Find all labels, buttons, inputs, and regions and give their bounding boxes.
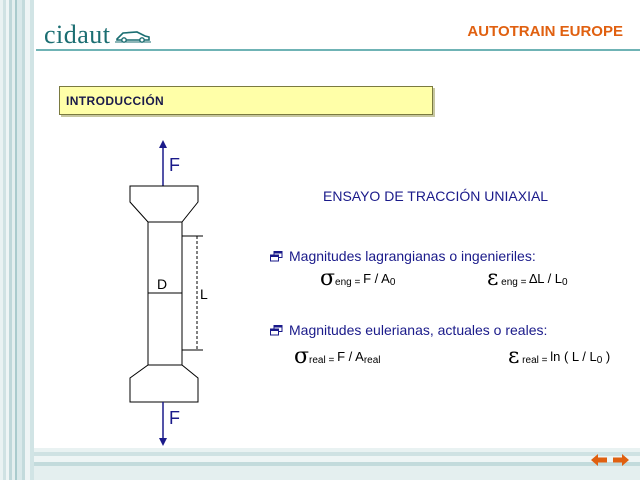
back-button[interactable] [590, 452, 608, 468]
header-divider [36, 49, 640, 51]
window-bullet-icon [270, 325, 283, 336]
force-arrowhead-top [159, 140, 167, 148]
forward-button[interactable] [612, 452, 630, 468]
header-title: AUTOTRAIN EUROPE [467, 23, 623, 40]
formula-stress-real: $\sigma_{real =}$ F / $A_{real}$ [294, 344, 381, 369]
left-decorative-stripes [0, 0, 34, 480]
arrow-right-icon [612, 453, 630, 467]
section-label: INTRODUCCIÓN [66, 94, 165, 108]
force-label-bottom: F [169, 408, 180, 428]
bullet-lagrangian-text: Magnitudes lagrangianas o ingenieriles: [289, 248, 536, 264]
formula-stress-eng: $\sigma_{eng =}$ F / $A_0$ [320, 266, 396, 291]
bullet-eulerian-text: Magnitudes eulerianas, actuales o reales: [289, 322, 548, 338]
tensile-specimen-diagram [120, 140, 230, 450]
section-header-box [59, 86, 433, 115]
bullet-lagrangian [270, 248, 536, 264]
footer-bar [34, 448, 640, 480]
force-label-top: F [169, 155, 180, 175]
force-arrowhead-bottom [159, 438, 167, 446]
car-logo-icon [115, 25, 151, 45]
bullet-eulerian [270, 322, 547, 338]
diameter-label: D [157, 276, 168, 292]
arrow-left-icon [590, 453, 608, 467]
specimen-bottom-grip [130, 365, 198, 402]
logo-text: cidaut [44, 20, 111, 49]
length-label: L [200, 286, 208, 302]
formula-strain-eng: ε $_{eng =}$ $\Delta L / L_0$ [487, 266, 568, 291]
logo [44, 20, 151, 50]
formula-strain-real: ε $_{real =}$ ln ( L / $L_0$ ) [508, 344, 611, 369]
window-bullet-icon [270, 251, 283, 262]
specimen-top-grip [130, 186, 198, 222]
content-title: ENSAYO DE TRACCIÓN UNIAXIAL [323, 188, 549, 204]
